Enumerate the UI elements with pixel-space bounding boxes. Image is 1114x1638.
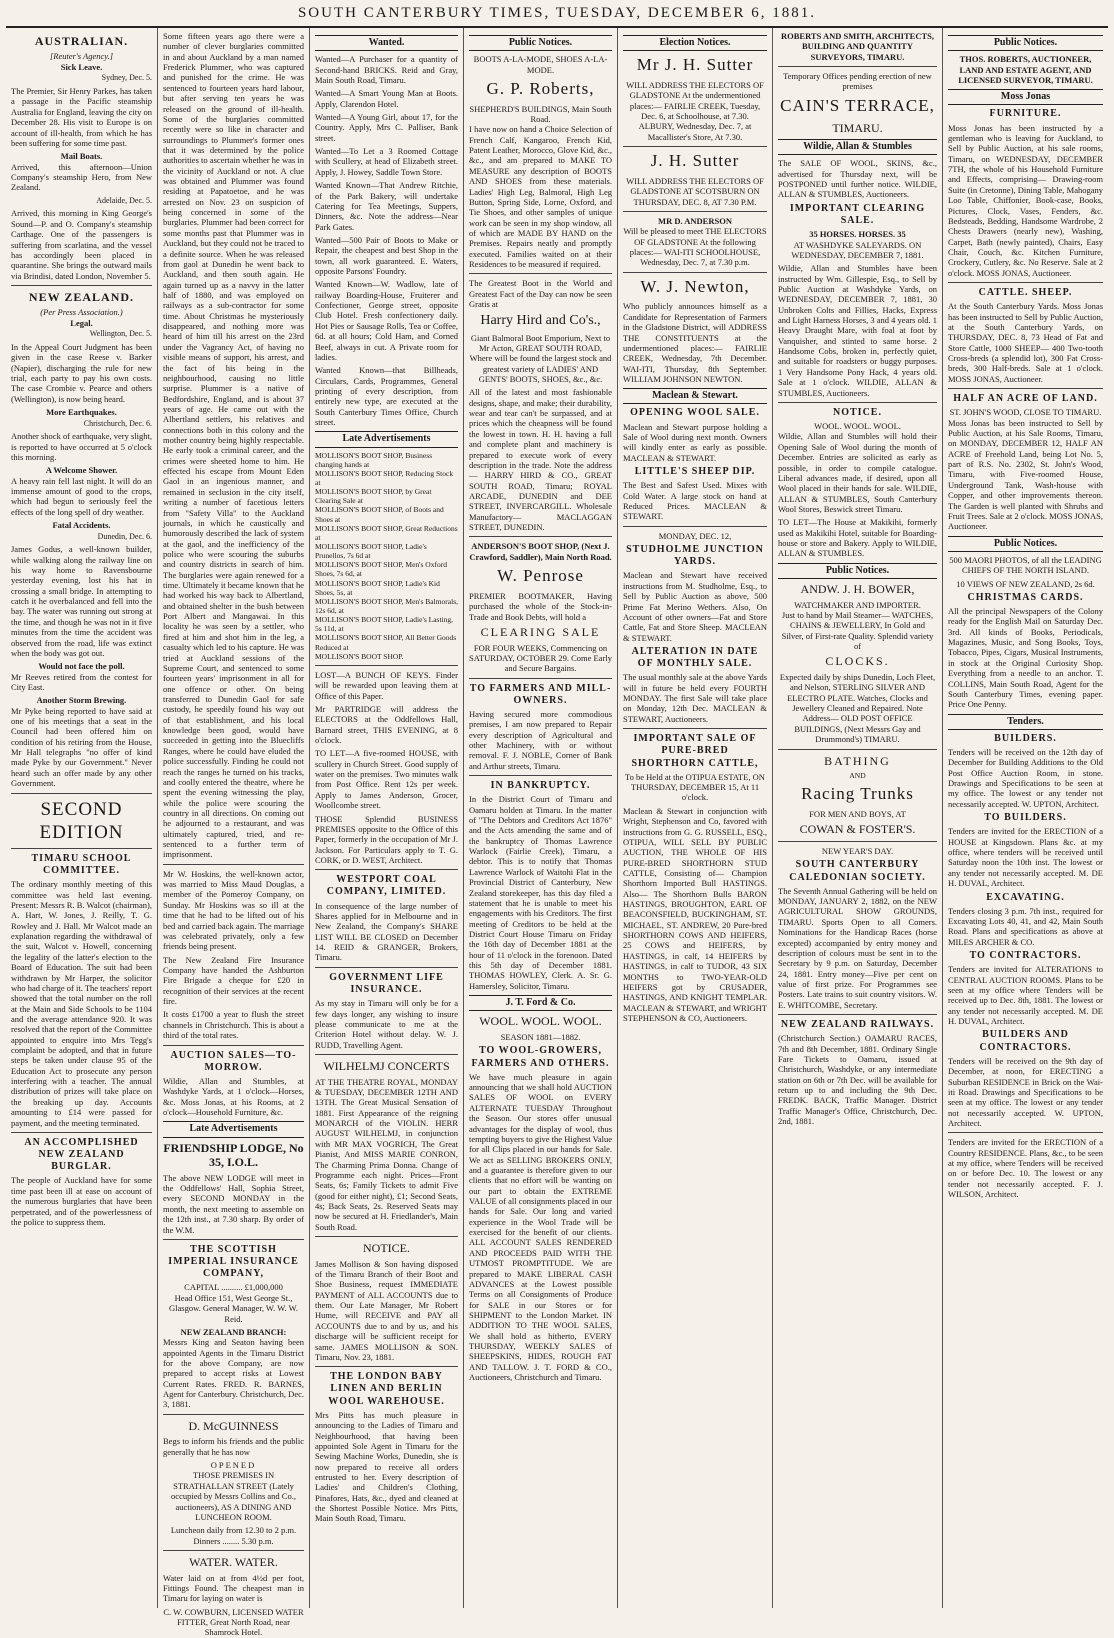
ad-line: BOOTS A-LA-MODE, SHOES A-LA-MODE. <box>473 54 608 75</box>
ad-title: CLOCKS. <box>825 654 890 669</box>
divider <box>163 1414 304 1415</box>
article-text: Arrived, this morning in King George's Sound—P. and O. Company's steamship Carthage. One of the passengers is suffering from scarlatina, and the vessel has accordingly been placed in quarantine. She brings the outward mails via Brindisi, dated London, November 5. <box>11 208 152 281</box>
ad-line: SHEPHERD'S BUILDINGS, Main South Road. <box>469 103 612 124</box>
ad-line: Head Office 151, West George St., Glasgow. General Manager, W. W. W. Reid. <box>169 1292 298 1324</box>
divider <box>623 146 767 147</box>
ad-text: FOR FOUR WEEKS, Commencing on SATURDAY, OCTOBER 29. Come Early and Secure Bargains. <box>469 642 612 674</box>
ad-title: ROBERTS AND SMITH, ARCHITECTS, BUILDING AND QUANTITY SURVEYORS, TIMARU. <box>781 31 934 62</box>
article-text: The ordinary monthly meeting of this committee was held last evening. Present: Messrs R. B. Walcot (chairman), A. Hart, W. Jones, J. Reilly, T. G. Rowley and J. Hall. Mr Walcot made an explanation regarding the withdrawal of the suit, Walcot v. Howell, concerning the legality of the latter's election to the Board of Education. The suit had been withdrawn by Mr Harper, the solicitor who had charge of it. The teachers' report showed that the total number on the roll at the Main and Side Schools to be 1104 and the average attendance 920. It was resolved that the report of the Committee appointed to enquire into Mrs Tegg's complaint be adopted, and that in future steps be taken under clause 95 of the Education Act to prosecute any person interfering with a teacher. The annual distribution of prizes will take place on the breaking up day. Accounts amounting to £14 were passed for payment, and the meeting terminated. <box>11 879 152 1128</box>
ad-text: AT WASHDYKE SALEYARDS. ON WEDNESDAY, DECEMBER 7, 1881. <box>791 239 924 260</box>
list-item: MOLLISON'S BOOT SHOP, Men's Oxford Shoes, 7s 6d, at <box>315 560 447 579</box>
divider <box>163 1550 304 1551</box>
divider <box>315 869 458 870</box>
article-title: Would not face the poll. <box>38 661 125 672</box>
ad-text: Tenders will be received on the 12th day of December for Building Additions to the Old Post Office Auction Room, in stone. Drawings and Specifications to be seen at my office. The lowest or any tender not necessarily accepted. W. UPTON, Architect. <box>948 747 1103 809</box>
section-band: Election Notices. <box>623 35 767 51</box>
divider <box>948 282 1103 283</box>
ad-title: G. P. Roberts, <box>486 78 595 98</box>
ad-title: CATTLE. SHEEP. <box>978 287 1073 299</box>
divider <box>163 1239 304 1240</box>
ad-text: (Christchurch Section.) OAMARU RACES, 7th and 8th December, 1881. Ordinary Single Fare Tickets to Oamaru, issued at Christchurch, Washdyke, or any intermediate station on 6th or 7th Dec. will be available for return up to and including the 9th Dec. FREDK. BACK, Traffic Manager. District Traffic Manager's Office, Christchurch, Dec. 2nd, 1881. <box>778 1033 937 1127</box>
ad-text: Moss Jonas has been instructed by a gentleman who is leaving for Auckland, to Sell by Public Auction, at his sale rooms, Timaru, on WEDNESDAY, DECEMBER 7TH, the whole of his Household Furniture and Effects, comprising— Drawing-room Suite (in Cretonne), Dining Table, Mahogany Loo Table, Chiffonier, Book-case, Books, Pictures, Clock, Vases, Fenders, &c. Bedsteads, Bedding, Handsome Wardrobe, 2 Chests Drawers (nearly new), Washing, Carpet, Bath (newly painted), Chairs, Easy Chair, Couch, &c. Kitchen Furniture, Crockery, Cutlery, &c. No Reserve. Sale at 2 o'clock. MOSS JONAS, Auctioneer. <box>948 122 1103 278</box>
ad-text: Temporary Offices pending erection of new premises <box>783 71 932 92</box>
ad-title: CHRISTMAS CARDS. <box>967 591 1084 603</box>
second-edition-heading: SECOND EDITION <box>39 798 124 843</box>
article-text: The New Zealand Fire Insurance Company have handed the Ashburton Fire Brigade a cheque for £20 in recognition of their services at the recent fire. <box>163 954 304 1007</box>
ad-title: THOS. ROBERTS, AUCTIONEER, LAND AND ESTATE AGENT, AND LICENSED SURVEYOR, TIMARU. <box>958 54 1093 85</box>
ad-text: Maclean & Stewart in conjunction with Wright, Stephenson and Co, favored with instructions from G. G. RUSSELL, ESQ., OTIPUA, WILL SELL BY PUBLIC AUCTION, THE WHOLE OF HIS PURE-BRED SHORTHORN STUD CATTLE, Consisting of— Champion Shorthorn Imported Bull HASTINGS. Also— The Shorthorn Bulls BARON HASTINGS, BROUGHTON, EARL OF BEACONSFIELD, BUCKINGHAM, ST. MICHAEL, ST. ANDREW, 20 Pure-bred SHORTHORN COWS AND HEIFERS, 25 COWS and HEIFERS, by HASTINGS, in calf, 14 HEIFERS by HASTINGS, in calf to TUDOR, 43 SIX MONTHS to TWO-YEAR-OLD HEIFERS got by CRUSADER, HASTINGS, AND KNIGHT TEMPLAR. MACLEAN & STEWART, and WRIGHT STEPHENSON & CO, Auctioneers. <box>623 805 767 1023</box>
dateline: Christchurch, Dec. 6. <box>83 418 152 428</box>
article-text: In the Appeal Court Judgment has been given in the case Reese v. Barker (Napier), discharging the rule for new trial, each party to pay his own costs. The case Crombie v. Pearce and others (Wellington), is now being heard. <box>11 342 152 404</box>
ad-text: The usual monthly sale at the above Yards will in future be held every FOURTH MONDAY. The first Sale will take place on Monday, 12th Dec. MACLEAN & STEWART, Auctioneers. <box>623 672 767 724</box>
ad-text: All of the latest and most fashionable designs, shape, and make; their durability, wear and tear can't be surpassed, and at prices which the cheapness will be found the lowest in town. H. H. having a full and complete plant and machinery is prepared to execute work of every description in the trade. Note the address— HARRY HIRD & CO., GREAT SOUTH ROAD, Timaru; ROYAL ARCADE, DUNEDIN and DEE STREET, INVERCARGILL. Wholesale Manufactory— MACLAGGAN STREET, DUNEDIN. <box>469 387 612 533</box>
column-4 <box>464 28 618 1608</box>
ad-title: TO BUILDERS. <box>984 812 1067 824</box>
ad-title: TO CONTRACTORS. <box>969 950 1082 962</box>
ad-title: NOTICE. <box>363 1241 410 1256</box>
wanted-ad: Wanted—A Purchaser for a quantity of Second-hand BRICKS. Reid and Gray, Main South Road, Timaru. <box>315 54 458 85</box>
article-text: It costs £1700 a year to flush the street channels in Christchurch. This is about a third of the total rates. <box>163 1009 304 1041</box>
ad-title: ALTERATION IN DATE OF MONTHLY SALE. <box>631 645 759 670</box>
ad-text: AT THE THEATRE ROYAL, MONDAY & TUESDAY, DECEMBER 12TH AND 13TH. The Great Musical Sensation of 1881. First Appearance of the reigning MONARCH of the VIOLIN. HERR AUGUST WILHELMJ, in conjunction with MR MAX VOGRICH, The Great Pianist, And MISS MARIE CONRON, The Charming Prima Donna. Change of Programme each night. Prices—Front Seats, 6s; Family Tickets to admit Five (good for either night), £1; Second Seats, 4s; Back Seats, 2s. Reserved Seats may now be secured at H. Friedlander's, Main South Road. <box>315 1076 458 1232</box>
ad-title: FURNITURE. <box>989 108 1062 120</box>
section-band: Late Advertisements <box>163 1121 304 1137</box>
ad-text: TO LET—A five-roomed HOUSE, with scullery in Church Street. Good supply of water on the premises. Two minutes walk from Post Office. Rent 12s per week. Apply to James Anderson, Grocer, Woollcombe street. <box>315 748 458 811</box>
ad-title: WESTPORT COAL COMPANY, LIMITED. <box>326 874 447 898</box>
ad-text: Wildie, Allan and Stumbles have been instructed by Wm. Gillespie, Esq., to Sell by Public Auction at Washdyke Yards, on WEDNESDAY, DECEMBER 7, 1881, 30 Unbroken Colts and Fillies, Hacks, Express and Light Harness Horses, 3 and 4 years old. 1 Heavy Draught Mare, with foal at foot by Vanquisher, and stinted to same horse. 2 Handsome Cobs, broken in, perfectly quiet, and suitable for roadsters or buggy purposes. 1 Very Handsome Pony Hack, 4 years old. Sale at 1 o'clock. WILDIE, ALLAN & STUMBLES, Auctioneers. <box>778 263 937 398</box>
section-band: J. T. Ford & Co. <box>469 995 612 1011</box>
list-item: MOLLISON'S BOOT SHOP, Ladie's Lasting, 5s 11d, at <box>315 615 453 634</box>
divider <box>778 1014 937 1015</box>
list-item: MOLLISON'S BOOT SHOP, Business changing hands at <box>315 450 433 469</box>
column-1 <box>6 28 158 1608</box>
section-band: Moss Jonas <box>948 89 1103 105</box>
ad-title: Racing Trunks <box>801 784 914 804</box>
mollison-list <box>315 451 458 661</box>
ad-title: OPENING WOOL SALE. <box>630 407 760 419</box>
column-7 <box>943 28 1108 1608</box>
ad-line: 10 VIEWS OF NEW ZEALAND, 2s 6d. <box>956 578 1095 589</box>
ad-line: OPENED <box>210 1460 257 1471</box>
list-item: MOLLISON'S BOOT SHOP, Reducing Stock at <box>315 468 454 488</box>
ad-title: TO WOOL-GROWERS, FARMERS AND OTHERS. <box>471 1045 610 1069</box>
masthead: SOUTH CANTERBURY TIMES, TUESDAY, DECEMBER 6, 1881. <box>6 0 1108 28</box>
ad-text: C. W. COWBURN, LICENSED WATER FITTER, Great North Road, near Shamrock Hotel. <box>163 1606 304 1638</box>
dateline: Sydney, Dec. 5. <box>101 73 152 83</box>
ad-text: Tenders are invited for the ERECTION of a Country RESIDENCE. Plans, &c., to be seen at my office, where Tenders will be received on or before Dec. 10. The lowest or any tender not necessarily accepted. F. J. WILSON, Architect. <box>948 1137 1103 1200</box>
section-band: Public Notices. <box>778 563 937 579</box>
ad-title: IMPORTANT CLEARING SALE. <box>789 202 926 226</box>
divider <box>11 793 152 794</box>
ad-title: HALF AN ACRE OF LAND. <box>953 393 1098 405</box>
divider <box>11 285 152 286</box>
section-band: Late Advertisements <box>315 431 458 447</box>
ad-title: W. J. Newton, <box>640 276 750 296</box>
ad-text: WILL ADDRESS THE ELECTORS OF GLADSTONE At the undermentioned places:— FAIRLIE CREEK, Tuesday, Dec. 6, at Schoolhouse, at 7.30. ALBURY, Wednesday, Dec. 7, at Macallister's Store, At 7.30. <box>626 79 764 142</box>
article-text: Mr W. Hoskins, the well-known actor, was married to Miss Maud Douglas, a member of the Pomeroy Company, on Sunday. Mr Hoskins was so ill at the time that he had to be lifted out of his bed and carried back again. The marriage was celebrated privately, only a few friends being present. <box>163 868 304 952</box>
ad-text: The SALE OF WOOL, SKINS, &c., advertised for Thursday next, will be POSTPONED until further notice. WILDIE, ALLAN & STUMBLES, Auctioneers. <box>778 158 937 200</box>
divider <box>778 402 937 403</box>
ad-title: STUDHOLME JUNCTION YARDS. <box>626 544 764 568</box>
ad-text: In consequence of the large number of Shares applied for in Melbourne and in New Zealand, the Company's SHARE LIST WILL BE CLOSED on December 14. REID & GRANGER, Brokers, Timaru. <box>315 900 458 963</box>
column-2 <box>158 28 310 1638</box>
ad-text: WILL ADDRESS THE ELECTORS OF GLADSTONE AT SCOTSBURN ON THURSDAY, DEC. 8, AT 7.30 P.M. <box>626 175 764 207</box>
divider <box>469 536 612 537</box>
ad-text: Will be pleased to meet THE ELECTORS OF GLADSTONE At the following places:— WAI-ITI SCHOOLHOUSE, Wednesday, Dec. 7, at 7.30 p.m. <box>623 226 767 268</box>
ad-text: THOSE PREMISES IN STRATHALLAN STREET (Lately occupied by Messrs Collins and Co., auctioneers), AS A DINING AND LUNCHEON ROOM. <box>171 1470 296 1522</box>
article-text: Some fifteen years ago there were a number of clever burglaries committed in and about Auckland by a man named Frederick Plummer, who was captured and punished for the crime. He was sentenced to fourteen years hard labour, but after serving ten years he was released on the ground of ill-health. Some of the burglaries committed recently were so like in character and surroundings to Plummer's former ones that it was determined by the police authorities to ascertain whether he was in the vicinity of Auckland or not. A clue was obtained and Plummer was found residing at Papatoetoe, and he was arrested on Nov. 23 on suspicion of being concerned in some of the burglaries. Plummer had been correct for some months past that Plummer was in Auckland, but they could not be traced to a definite source. When he was released from gaol at Dunedin he went back to Auckland, and then south again. He again turned up as a navvy in the latter half of 1880, and was employed on railways as a sub-contractor for some time. About Christmas he mysteriously disappeared, and nothing more was heard of him till his arrest on the 23rd under the Vagrancy Act, of having no visible means of support, his arrest, and the fact of his being in the neighbourhood, causing no little surprise. Plummer is a native of Bedfordshire, England, and is about 37 years of age. He came out with the Albertland settlers, his relatives and connections both in this colony and the mother country being highly respectable. He early took a criminal career, and the crimes were sheeted home to him. He effected his escape from Mount Eden Gaol in an ingenious manner, and remained in seclusion in the city itself, writing a number of facetious letters from "Safety Villa" to the Auckland journals, in which he caustically and humorously described the lack of system at the gaol, and the inefficiency of the police who were scouring the suburbs and country districts in search of him. The burglaries were again renewed for a time. Ultimately it became known that he had worked his way back to Albertland, and obtained shelter in the bush between Port Albert and Mangawai. In this locality he was seen by a settler, who fired at him and shot him in the leg, a casualty which led to his capture. He was tried at Auckland sessions of the Supreme Court, and sentenced to some fourteen years' imprisonment in all for one offence or other. On being transferred to Dunedin Gaol for safe custody, he speedily found his way out of that establishment, and his local knowledge been good, would have succeeded in getting into the Bluecliffs Ranges, where he could have eluded the police successfully. Finding he could not reach the ranges he turned on his tracks, and coolly entered the theatre, where he spent the evening witnessing the play, while the police were scouring the country in all directions. On coming out he adjourned to a restaurant, and was ultimately captured, tried, and re-sentenced to a further term of imprisonment. <box>163 31 304 860</box>
dateline: Wellington, Dec. 5. <box>89 329 152 339</box>
article-title: AUCTION SALES—TO-MORROW. <box>170 1049 297 1073</box>
ad-text: Mrs Pitts has much pleasure in announcing to the Ladies of Timaru and Neighbourhood, that having been appointed Sole Agent in Timaru for the Sewing Machine Works, Dunedin, she is now prepared to receive all orders entrusted to her. Every description of Ladies' and Children's Clothing, Pinafores, Hats, &c., dyed and cleaned at the Shortest Possible Notice. Mrs Pitts, Main South Road, Timaru. <box>315 1409 458 1524</box>
ad-text: LOST—A BUNCH OF KEYS. Finder will be rewarded upon leaving them at Office of this Paper. <box>315 669 458 701</box>
column-3 <box>310 28 464 1608</box>
divider <box>163 1045 304 1046</box>
section-band: Public Notices. <box>469 35 612 51</box>
ad-line: MONDAY, DEC. 12, <box>658 530 732 541</box>
section-heading-australian: AUSTRALIAN. <box>34 34 129 48</box>
article-title: Another Storm Brewing. <box>36 695 127 706</box>
ad-text: Just to hand by Mail Steamer— WATCHES, CHAINS & JEWELLERY, In Gold and Silver, of First-rate Quality. Splendid variety of <box>781 609 934 652</box>
ad-title: ANDW. J. H. BOWER, <box>800 581 915 596</box>
ad-text: Tenders are invited for ALTERATIONS to CENTRAL AUCTION ROOMS. Plans to be seen at my office where Tenders will be received up to Dec. 8th, 1881. The lowest or any tender not necessarily accepted. M. DE H. DUVAL, Architect. <box>948 964 1103 1027</box>
divider <box>623 211 767 212</box>
agency-line: (Per Press Association.) <box>40 306 123 317</box>
section-band: Public Notices. <box>948 536 1103 552</box>
dateline: Adelaide, Dec. 5. <box>96 195 152 205</box>
wanted-ad: Wanted Known—That Andrew Ritchie, of the Park Bakery, will undertake Catering for Tea Meetings, Suppers, Dinners, &c. Note the address—Near Park Gates. <box>315 180 458 232</box>
list-item: MOLLISON'S BOOT SHOP, by Great Clearing Sale at <box>315 487 432 506</box>
article-text: The people of Auckland have for some time past been ill at ease on account of the numerous burglaries that have been perpetrated, and of the powerlessness of the police to suppress them. <box>11 1175 152 1227</box>
ad-text: Having secured more commodious premises, I am now prepared to Repair every description of Agricultural and other Machinery, with or without removal. F. J. NOBLE, Corner of Bank and Arthur streets, Timaru. <box>469 708 612 771</box>
column-6 <box>773 28 943 1608</box>
ad-text: The Greatest Boot in the World and Greatest Fact of the Day can now be seen Gratis at <box>469 278 612 310</box>
list-item: MOLLISON'S BOOT SHOP. <box>315 651 404 661</box>
ad-text: I have now on hand a Choice Selection of French Calf, Kangaroo, French Kid, Patent Leather, Morocco, Glove Kid, &c., &c., and am prepared to MAKE TO MEASURE any description of BOOTS AND SHOES from these materials. Ladies' High Leg, Balmoral, High Leg Button, Spring Side, Lorne, Oxford, and Tie Shoes, and other samples of unique work can be seen in my shop window, all of which are MADE BY HAND on the Premises. Repairs neatly and promptly executed. Families waited on at their Residences to be measured if required. <box>469 124 612 270</box>
ad-text: The Seventh Annual Gathering will be held on MONDAY, JANUARY 2, 1882, on the NEW AGRICULTURAL SHOW GROUNDS, TIMARU. Sports Open to all Comers. Nominations for the Handicap Races (horse excepted) accompanied by entry money and description of colours must be sent in to the Secretary by 9 p.m. on Saturday, December 24, 1881. Entry money—Five per cent on value of first prize. For Programmes see Posters. Late trains to suit country visitors. W. E. WHITCOMBE, Secretary. <box>778 885 937 1010</box>
ad-text: To be Held at the OTIPUA ESTATE, ON THURSDAY, DECEMBER 15, At 11 o'clock. <box>625 771 765 803</box>
list-item: MOLLISON'S BOOT SHOP, Ladie's Prunellos, 7s 6d at <box>315 542 427 561</box>
column-5 <box>618 28 773 1608</box>
divider <box>163 864 304 865</box>
agency-line: [Reuter's Agency.] <box>49 50 114 61</box>
divider <box>315 1366 458 1367</box>
ad-line: 35 HORSES. HORSES. 35 <box>809 229 906 240</box>
wanted-ad: Wanted—A Young Girl, about 17, for the Country. Apply, Mrs C. Palliser, Bank street. <box>315 111 458 143</box>
ad-text: The above NEW LODGE will meet in the Oddfellows' Hall, Sophia Street, every SECOND MONDAY in the month, the next meeting to assemble on the 12th inst., at 7.30 sharp. By order of the W.M. <box>163 1172 304 1235</box>
ad-text: Moss Jonas has been instructed to Sell by Public Auction, at his Sale Rooms, Timaru, on MONDAY, DECEMBER 12, HALF AN ACRE of Freehold Land, being Lot No. 5, part of R.S. No. 2302, St. John's Wood, Timaru, with Five-roomed House, Underground Tank, Wash-house with Copper, and other improvements thereon. The Garden is well planted with Shrubs and Fruit Trees. Sale at 2 o'clock. MOSS JONAS, Auctioneer. <box>948 417 1104 532</box>
article-title: Fatal Accidents. <box>52 520 111 531</box>
ad-text: Messrs King and Seaton having been appointed Agents in the Timaru District for the above Company, are now prepared to accept risks at Lowest Current Rates. FRED. R. BARNES, Agent for Canterbury. Christchurch, Dec. 3, 1881. <box>163 1337 304 1410</box>
ad-title: NOTICE. <box>833 406 882 418</box>
section-heading-new-zealand: NEW ZEALAND. <box>28 289 135 304</box>
divider <box>315 1236 458 1237</box>
section-band: Wanted. <box>315 35 458 51</box>
article-text: Mr Pyke being reported to have said at one of his meetings that a seat in the Council had been offered him on condition of his retiring from the House, Mr Hall telegraphs "no offer of kind made Pyke by our Government." Never heard such an offer made by any other Government. <box>11 705 152 789</box>
article-title: More Earthquakes. <box>46 407 117 418</box>
list-item: MOLLISON'S BOOT SHOP, Great Reductions at <box>315 523 458 542</box>
ad-line: NEW ZEALAND BRANCH: <box>180 1326 287 1337</box>
ad-line: ANDERSON'S BOOT SHOP, (Next J. Crawford, Saddler), Main North Road. <box>469 541 612 562</box>
ad-line: ST. JOHN'S WOOD, CLOSE TO TIMARU. <box>949 407 1102 418</box>
ad-text: All the principal Newspapers of the Colony ready for the English Mail on Saturday Dec. 3rd. All kinds of Books, Periodicals, Magazines, Music, and Song Books, Toys, Tobacco, Pipes, Cigars, Musical Instruments, in stock at the Original Curiosity Shop. Everything from a needle to an anchor. T. COLLINS, Main South Road, Agent for the South Canterbury Times, evening paper. Price One Penny. <box>948 606 1103 710</box>
dateline: Dunedin, Dec. 6. <box>97 531 152 541</box>
article-title: TIMARU SCHOOL COMMITTEE. <box>31 852 132 877</box>
article-text: James Godus, a well-known builder, while walking along the railway line on his way home to Ravensbourne yesterday evening, lost his hat in crossing a small bridge. In attempting to catch it he overbalanced and fell into the bay. The water was running out strong at the time, and though he was not in it five minutes from the time the accident was observed from the road, life was extinct when the body was got out. <box>11 544 152 658</box>
article-title: Mail Boats. <box>60 151 103 162</box>
divider <box>778 66 937 67</box>
ad-text: 500 MAORI PHOTOS, of all the LEADING CHIEFS OF THE NORTH ISLAND. <box>949 554 1102 576</box>
ad-text: Maclean and Stewart have received instructions from M. Studholme, Esq., to Sell by Public Auction as above, 500 Prime Fat Merino Wethers. Also, On Account of other owners—Fat and Store Cattle, Fat and Store Sheep. MACLEAN & STEWART. <box>623 570 767 643</box>
ad-title: BATHING <box>824 753 891 768</box>
wanted-ad: Wanted—500 Pair of Boots to Make or Repair, the cheapest and best Shop in the town, all work guaranteed. E. Waters, opposite Parsons' Foundry. <box>315 234 458 277</box>
article-text: Arrived, this afternoon—Union Company's steamship Hero, from New Zealand. <box>11 161 152 193</box>
ad-text: Tenders closing 3 p.m. 7th inst., required for Excavating Lots 40, 41, and 42, Main South Road. Plans and specifications as above at MILES ARCHER & CO. <box>948 905 1103 947</box>
article-text: Mr Reeves retired from the contest for City East. <box>11 671 152 692</box>
ad-text: Giant Balmoral Boot Emporium, Next to Mr Acton, GREAT SOUTH ROAD, Where will be found the largest stock and greatest variety of LADIES' AND GENTS' BOOTS, SHOES, &c., &c. <box>469 332 612 384</box>
ad-text: As my stay in Timaru will only be for a few days longer, any wishing to insure please communicate to me at the Criterion Hotel without delay. W. J. RUDD, Travelling Agent. <box>315 998 458 1050</box>
ad-text: The Best and Safest Used. Mixes with Cold Water. A large stock on hand at Reduced Prices. MACLEAN & STEWART. <box>623 480 767 522</box>
ad-title: CLEARING SALE <box>480 624 601 639</box>
ad-text: In the District Court of Timaru and Oamaru holden at Timaru. In the matter of "The Debtors and Creditors Act 1876" and the Acts amending the same and of the bankruptcy of Thomas Lawrence Warlock (Fairlie Creek), Timaru, a debtor. This is to notify that Thomas Lawrence Warlock of Waitohi Flat in the Provincial District of Canterbury, New Zealand storekeeper, has this day filed a statement that he is unable to meet his engagements with his Creditors. The first meeting of Creditors to be held at the District Court House Timaru on Friday the 16th day of December 1881 at the hour of 11 o'clock in the forenoon. Dated this 5th day of December 1881. THOMAS HOWLEY, Clerk. A. Sr. G. Hamersley, Solicitor, Timaru. <box>469 794 612 991</box>
ad-line: WOOL. WOOL. WOOL. <box>814 421 901 432</box>
ad-text: At the South Canterbury Yards. Moss Jonas has been instructed to Sell by Public Auction, at the South Canterbury Yards, on THURSDAY, DEC. 8, 73 Head of Fat and Store Cattle, 1000 SHEEP— 400 Two-tooth Cross-breds (a splendid lot), 300 Fat Cross-breds, 300 Half-breds. Sale at 1 o'clock. MOSS JONAS, Auctioneer. <box>948 301 1103 384</box>
article-text: Another shock of earthquake, very slight, is reported to have occurred at 5 o'clock this morning. <box>11 431 152 463</box>
ad-title: THE SCOTTISH IMPERIAL INSURANCE COMPANY, <box>168 1243 299 1280</box>
ad-text: Luncheon daily from 12.30 to 2 p.m. Dinners ........ 5.30 p.m. <box>170 1525 297 1546</box>
divider <box>469 775 612 776</box>
article-title: A Welcome Shower. <box>45 465 118 476</box>
ad-text: James Mollison & Son having disposed of the Timaru Branch of their Boot and Shoe Business, request IMMEDIATE PAYMENT of ALL ACCOUNTS due to them. Our Late Manager, Mr Robert Hume, will RECEIVE and PAY all ACCOUNTS due to and by us, and his discharge will be sufficient receipt for same. JAMES MOLLISON & SON. Timaru, Nov. 23, 1881. <box>315 1258 458 1362</box>
ad-title: J. H. Sutter <box>650 151 740 171</box>
divider <box>948 388 1103 389</box>
wanted-ad: Wanted—To Let a 3 Roomed Cottage with Scullery, at head of Elizabeth street. Apply, J. Howey, Saddle Town Store. <box>315 146 458 177</box>
ad-title: W. Penrose <box>497 566 584 586</box>
ad-title: IMPORTANT SALE OF PURE-BRED SHORTHORN CATTLE, <box>631 733 759 769</box>
divider <box>469 273 612 274</box>
ad-line: NEW YEAR'S DAY. <box>821 846 894 856</box>
list-item: MOLLISON'S BOOT SHOP, Men's Balmorals, 12s 6d, at <box>315 596 458 615</box>
ad-line: WATCHMAKER AND IMPORTER. <box>794 599 921 610</box>
ad-title: LITTLE'S SHEEP DIP. <box>634 466 756 478</box>
divider <box>315 1054 458 1055</box>
wanted-ad: Wanted Known—that Billheads, Circulars, Cards, Programmes, General printing of every description, from entirely new type, are executed at the South Canterbury Times Office, Church street. <box>315 365 458 428</box>
ad-title: THE LONDON BABY LINEN AND BERLIN WOOL WAREHOUSE. <box>328 1371 445 1407</box>
article-title: AN ACCOMPLISHED NEW ZEALAND BURGLAR. <box>24 1136 139 1173</box>
ad-line: TIMARU. <box>832 120 883 135</box>
section-band: Wildie, Allan & Stumbles <box>778 139 937 155</box>
ad-title: WOOL. WOOL. WOOL. <box>479 1014 602 1029</box>
ad-title: BUILDERS. <box>994 732 1057 744</box>
divider <box>778 841 937 842</box>
ad-text: Tenders will be received on the 9th day of December, at noon, for ERECTING a Suburban RESIDENCE in Brick on the Wai-iti Road. Drawings and Specifications to be seen at my office. The lowest or any tender not necessarily accepted. W. UPTON, Architect. <box>948 1055 1103 1129</box>
divider <box>623 272 767 273</box>
list-item: MOLLISON'S BOOT SHOP, of Boots and Shoes at <box>315 505 444 524</box>
ad-title: WATER. WATER. <box>189 1555 278 1569</box>
ad-text: TO LET—The House at Makikihi, formerly used as Makikihi Hotel, suitable for Boarding-house or store and Bakery. Apply to WILDIE, ALLAN & STUMBLES. <box>778 517 937 559</box>
ad-title: GOVERNMENT LIFE INSURANCE. <box>329 971 444 996</box>
ad-title: NEW ZEALAND RAILWAYS. <box>780 1019 935 1031</box>
ad-title: COWAN & FOSTER'S. <box>799 822 916 837</box>
ad-title: Harry Hird and Co's., <box>480 313 601 329</box>
ad-title: EXCAVATING. <box>986 891 1065 903</box>
ad-title: FRIENDSHIP LODGE, No 35, I.O.L. <box>163 1140 304 1170</box>
ad-text: Water laid on at from 4½d per foot, Fittings Found. The cheapest man in Timaru for laying on water is <box>163 1572 304 1604</box>
ad-text: We have much pleasure in again announcing that we shall hold AUCTION SALES OF WOOL on EVERY ALTERNATE TUESDAY Throughout the Season. Our stores offer unusual advantages for the display of wool, thus tempting buyers to give the Highest Value for all Clips placed in our hands for Sale. We act as SELLING BROKERS ONLY, and a guarantee is therefore given to our clients that no effort will be wanting on our part to obtain the EXTREME VALUE of all consignments placed in our hands for Sale. Our long and varied experience in the Wool Trade will be exercised for the benefit of our clients. ALL ACCOUNT SALES RENDERED AND PROCEEDS PAID WITH THE UTMOST PROMPTITUDE. We are prepared to MAKE LIBERAL CASH ADVANCES at the Lowest possible Terms on all Consignments of Produce for SALE in our Stores or for SHIPMENT to the London Market. IN ADDITION TO THE WOOL SALES, We shall hold as hitherto, EVERY THURSDAY, WEEKLY SALES of SHEEPSKINS, HIDES, ROUGH FAT AND TALLOW. J. T. FORD & CO., Auctioneers, Christchurch and Timaru. <box>469 1071 612 1383</box>
ad-title: IN BANKRUPTCY. <box>490 780 591 792</box>
ad-text: PREMIER BOOTMAKER, Having purchased the whole of the Stock-in-Trade and Book Debts, will hold a <box>469 590 612 622</box>
divider <box>469 678 612 679</box>
ad-text: Mr PARTRIDGE will address the ELECTORS at the Oddfellows Hall, Barnard street, THIS EVENING, at 8 o'clock. <box>315 703 458 745</box>
ad-title: CAIN'S TERRACE, <box>780 95 935 115</box>
ad-text: Maclean and Stewart purpose holding a Sale of Wool during next month. Owners will kindly enter as early as possible. MACLEAN & STEWART. <box>623 421 767 463</box>
ad-text: THOSE Splendid BUSINESS PREMISES opposite to the Office of this Paper, formerly in the occupation of Mr J. Jackson. For Particulars apply to T. G. CORK, or D. WEST, Architect. <box>315 813 458 865</box>
section-band: Tenders. <box>948 714 1103 730</box>
list-item: MOLLISON'S BOOT SHOP, Ladie's Kid Shoes, 5s, at <box>315 578 440 597</box>
wanted-ad: Wanted Known—W. Wadlow, late of railway Boarding-House, Fruiterer and Confectioner, George street, opposite Club Hotel. Fresh confectionery daily. Hot Pies or Sausage Rolls, Tea or Coffee, 6d. at all hours; Cold Ham, and Corned Beef, always in cut. A Private room for ladies. <box>315 279 458 362</box>
columns <box>6 28 1108 1638</box>
ad-line: SEASON 1881—1882. <box>500 1031 581 1042</box>
divider <box>315 665 458 666</box>
ad-title: BUILDERS AND CONTRACTORS. <box>979 1029 1072 1053</box>
divider <box>623 526 767 527</box>
ad-text: Begs to inform his friends and the public generally that he has now <box>163 1436 304 1457</box>
section-band: Public Notices. <box>948 35 1103 51</box>
ad-title: SOUTH CANTERBURY CALEDONIAN SOCIETY. <box>789 859 926 883</box>
divider <box>11 1132 152 1133</box>
ad-title: D. McGUINNESS <box>188 1418 279 1433</box>
ad-text: Wildie, Allan and Stumbles will hold their Opening Sale of Wool during the month of December. Entries are solicited as early as possible, in order to compile catalogue. Liberal advances made, if desired, upon all Wool placed in their hands for sale. WILDIE, ALLAN & STUMBLES, South Canterbury Wool Stores, Beswick street Timaru. <box>778 431 937 514</box>
ad-text: Who publicly announces himself as a Candidate for Representation of Farmers in the Gladstone District, will ADDRESS THE CONSTITUENTS at the undermentioned places:— FAIRLIE CREEK, Wednesday, 7th December. WAI-ITI, Thursday, 8th September. WILLIAM JOHNSON NEWTON. <box>623 301 767 384</box>
article-text: Wildie, Allan and Stumbles, at Washdyke Yards, at 1 o'clock—Horses, &c. Moss Jonas, at his Rooms, at 2 o'clock—Household Furniture, &c. <box>163 1075 304 1117</box>
ad-line: FOR MEN AND BOYS, AT <box>809 809 906 820</box>
divider <box>11 848 152 849</box>
ad-text: Expected daily by ships Dunedin, Loch Fleet, and Nelson, STERLING SILVER AND ELECTRO PLATE. Watches, Clocks and Jewellery Cleaned and Repaired. Note Address— OLD POST OFFICE BUILDINGS, (Next Messrs Gay and Drummond's) TIMARU. <box>779 672 936 745</box>
ad-title: MR D. ANDERSON <box>658 215 732 226</box>
ad-line: AND <box>849 771 866 781</box>
section-band: Maclean & Stewart. <box>623 388 767 404</box>
article-text: The Premier, Sir Henry Parkes, has taken a passage in the Pacific steamship Australia for England, leaving the city on December 28. His visit to Europe is on account of ill-health, from which he has been suffering for some time past. <box>11 86 152 148</box>
wanted-ad: Wanted—A Smart Young Man at Boots. Apply, Clarendon Hotel. <box>315 88 458 109</box>
divider <box>315 967 458 968</box>
ad-title: WILHELMJ CONCERTS <box>323 1059 450 1073</box>
divider <box>778 749 937 750</box>
divider <box>623 728 767 729</box>
article-title: Legal. <box>70 317 93 328</box>
list-item: MOLLISON'S BOOT SHOP, All Better Goods Reduced at <box>315 633 457 652</box>
divider <box>948 1132 1103 1133</box>
article-title: Sick Leave. <box>60 61 103 72</box>
ad-line: CAPITAL .......... £1,000,000 <box>184 1282 283 1293</box>
ad-title: TO FARMERS AND MILL-OWNERS. <box>469 682 612 706</box>
ad-text: Tenders are invited for the ERECTION of a HOUSE at Kingsdown. Plans &c. at my office, where tenders will be received until Saturday noon the 10th inst. The lowest or any tender not necessarily accepted. M. DE H. DUVAL, Architect. <box>948 826 1103 889</box>
ad-title: Mr J. H. Sutter <box>636 55 754 75</box>
article-text: A heavy rain fell last night. It will do an immense amount of good to the crops, which had begun to seriously feel the effects of the long spell of dry weather. <box>11 475 152 517</box>
